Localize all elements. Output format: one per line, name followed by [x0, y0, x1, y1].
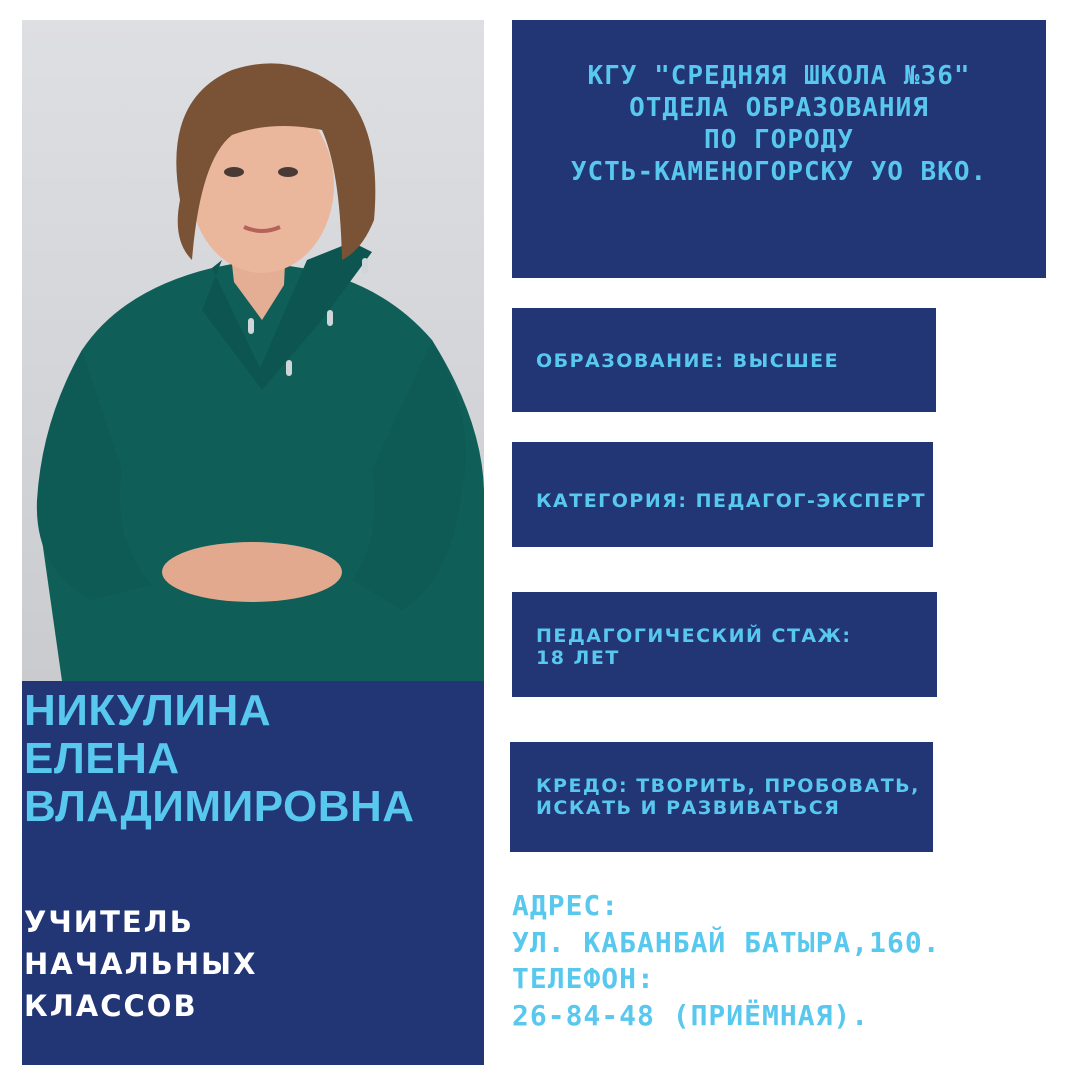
credo-line: КРЕДО: ТВОРИТЬ, ПРОБОВАТЬ,	[536, 775, 920, 797]
organization-panel	[512, 20, 1046, 278]
education-panel	[512, 308, 936, 412]
name-line: ВЛАДИМИРОВНА	[24, 782, 415, 831]
role-line: УЧИТЕЛЬ	[24, 905, 194, 939]
experience-panel	[512, 592, 937, 697]
experience-text	[536, 625, 851, 669]
credo-line: ИСКАТЬ И РАЗВИВАТЬСЯ	[536, 797, 841, 819]
teacher-role	[24, 901, 257, 1027]
org-line: КГУ "СРЕДНЯЯ ШКОЛА №36"	[587, 61, 971, 91]
teacher-name	[24, 687, 415, 831]
name-line: НИКУЛИНА	[24, 686, 272, 735]
role-line: НАЧАЛЬНЫХ	[24, 947, 258, 981]
credo-panel	[510, 742, 933, 852]
experience-line: 18 ЛЕТ	[536, 647, 620, 669]
org-line: УСТЬ-КАМЕНОГОРСКУ УО ВКО.	[570, 157, 988, 187]
education-text: ОБРАЗОВАНИЕ: ВЫСШЕЕ	[536, 350, 840, 372]
experience-line: ПЕДАГОГИЧЕСКИЙ СТАЖ:	[536, 625, 852, 647]
teacher-portrait-photo	[22, 20, 484, 681]
teacher-portrait-icon	[22, 20, 484, 681]
phone-label: ТЕЛЕФОН:	[512, 962, 655, 995]
category-panel	[512, 442, 933, 547]
phone-value: 26-84-48 (ПРИЁМНАЯ).	[512, 998, 870, 1032]
credo-text	[536, 775, 920, 819]
address-label: АДРЕС:	[512, 889, 620, 922]
org-line: ОТДЕЛА ОБРАЗОВАНИЯ	[629, 93, 929, 123]
org-line: ПО ГОРОДУ	[704, 125, 854, 155]
organization-name	[512, 60, 1046, 188]
category-text: КАТЕГОРИЯ: ПЕДАГОГ-ЭКСПЕРТ	[536, 490, 927, 512]
contacts-block	[512, 888, 941, 1034]
address-value: УЛ. КАБАНБАЙ БАТЫРА,160.	[512, 925, 941, 959]
role-line: КЛАССОВ	[24, 989, 198, 1023]
name-panel	[22, 681, 484, 1065]
name-line: ЕЛЕНА	[24, 734, 180, 783]
